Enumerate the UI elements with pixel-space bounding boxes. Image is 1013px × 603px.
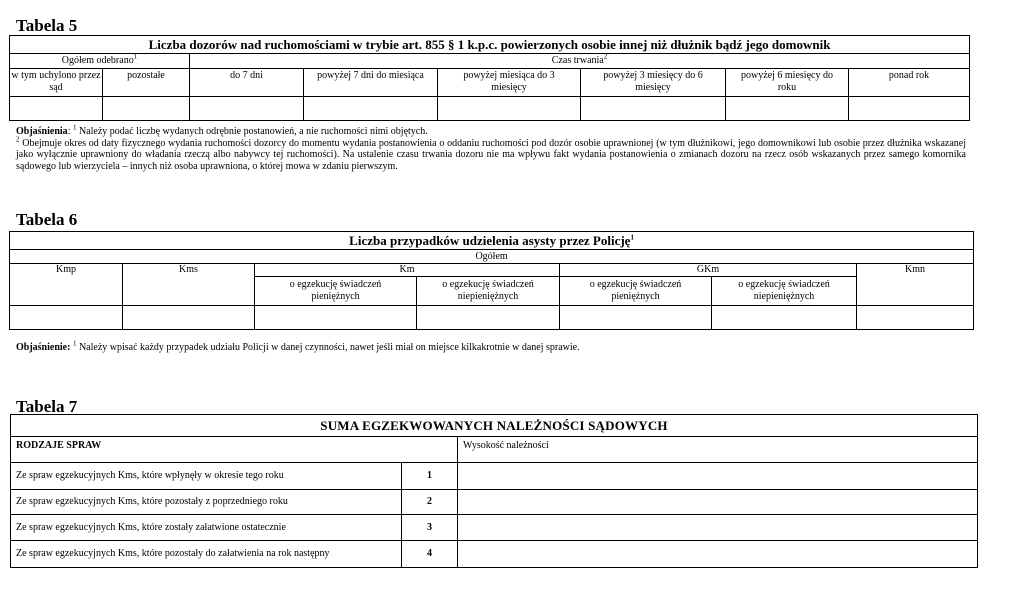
table5-subheader: w tym uchylono przez sąd xyxy=(10,69,103,97)
table5 xyxy=(9,35,970,121)
table5-subheader: powyżej miesiąca do 3 miesięcy xyxy=(438,69,581,97)
table5-subheader: powyżej 7 dni do miesiąca xyxy=(304,69,438,97)
table7-row-number: 4 xyxy=(402,541,458,568)
table5-input-cell[interactable] xyxy=(726,97,849,121)
table6-col-gkm: GKm xyxy=(560,264,857,277)
table7-col-type: RODZAJE SPRAW xyxy=(11,437,458,463)
table6-col-km: Km xyxy=(255,264,560,277)
table6-col-kms: Kms xyxy=(123,264,255,306)
table6-sub-monetary: o egzekucję świadczeń pieniężnych xyxy=(255,277,417,306)
table6-total: Ogółem xyxy=(10,250,974,264)
table5-subheader: pozostałe xyxy=(103,69,190,97)
table7-row-label: Ze spraw egzekucyjnych Kms, które wpłynęły w okresie tego roku xyxy=(11,463,402,490)
table7-row-number: 3 xyxy=(402,515,458,541)
table5-subheader: ponad rok xyxy=(849,69,970,97)
table5-input-cell[interactable] xyxy=(10,97,103,121)
table7-amount-cell[interactable] xyxy=(458,463,978,490)
table6-input-cell[interactable] xyxy=(560,306,712,330)
table6-heading: Tabela 6 xyxy=(16,210,78,229)
table7-row-label: Ze spraw egzekucyjnych Kms, które pozostały do załatwienia na rok następny xyxy=(11,541,402,568)
table6-title: Liczba przypadków udzielenia asysty przez Policję$^1$ xyxy=(10,232,974,250)
table6-sub-monetary: o egzekucję świadczeń pieniężnych xyxy=(560,277,712,306)
table7-row-label: Ze spraw egzekucyjnych Kms, które zostały załatwione ostatecznie xyxy=(11,515,402,541)
table7-row-number: 1 xyxy=(402,463,458,490)
table7-col-amount: Wysokość należności xyxy=(458,437,978,463)
table7-row-label: Ze spraw egzekucyjnych Kms, które pozostały z poprzedniego roku xyxy=(11,490,402,515)
table5-input-cell[interactable] xyxy=(581,97,726,121)
table6-sub-nonmonetary: o egzekucję świadczeń niepieniężnych xyxy=(712,277,857,306)
table6-input-cell[interactable] xyxy=(712,306,857,330)
table5-input-cell[interactable] xyxy=(849,97,970,121)
table7-amount-cell[interactable] xyxy=(458,541,978,568)
table6-col-kmp: Kmp xyxy=(10,264,123,306)
table5-input-cell[interactable] xyxy=(438,97,581,121)
table5-heading: Tabela 5 xyxy=(16,16,78,35)
table5-note-1: Objaśnienia: $^1$ Należy podać liczbę wydanych odrębnie postanowień, a nie ruchomości nimi objętych. xyxy=(16,123,428,137)
table5-input-cell[interactable] xyxy=(103,97,190,121)
table6-input-cell[interactable] xyxy=(255,306,417,330)
table6-note: Objaśnienie: $^1$ Należy wpisać każdy przypadek udziału Policji w danej czynności, nawet jeśli miał on miejsce kilkakrotnie w danej sprawie. xyxy=(16,339,580,353)
table6-input-cell[interactable] xyxy=(10,306,123,330)
table6-col-kmn: Kmn xyxy=(857,264,974,306)
table7-heading: Tabela 7 xyxy=(16,397,78,416)
table7-amount-cell[interactable] xyxy=(458,515,978,541)
table6-sub-nonmonetary: o egzekucję świadczeń niepieniężnych xyxy=(417,277,560,306)
table7-title: SUMA EGZEKWOWANYCH NALEŻNOŚCI SĄDOWYCH xyxy=(11,415,978,437)
table5-col-total: Ogółem odebrano$^1$ xyxy=(10,54,190,69)
table6-input-cell[interactable] xyxy=(417,306,560,330)
table5-col-duration: Czas trwania$^2$ xyxy=(190,54,970,69)
table6-input-cell[interactable] xyxy=(123,306,255,330)
table7-row-number: 2 xyxy=(402,490,458,515)
table5-note-2: $^2$ Obejmuje okres od daty fizycznego wydania ruchomości dozorcy do momentu wydania postanowienia o oddaniu ruchomości pod dozór osobie uprawnionej (w tym dłużnikowi, jego domownikowi lub osobie przez dłużnika wskazanej jako wyłącznie uprawniony do władania rzeczą albo nabywcy tej ruchomości). Na ustalenie czasu trwania dozoru nie ma wpływu fakt wydania postanowienia o zmianach dozoru na rzecz osób wskazanych przez samego komornika sądowego lub wierzyciela – innych niż osoba uprawniona, o której mowa w zdaniu pierwszym. xyxy=(16,135,966,172)
table7 xyxy=(10,414,978,568)
table5-subheader: powyżej 6 miesięcy do roku xyxy=(726,69,849,97)
table5-input-cell[interactable] xyxy=(304,97,438,121)
table7-amount-cell[interactable] xyxy=(458,490,978,515)
table5-subheader: do 7 dni xyxy=(190,69,304,97)
table5-input-cell[interactable] xyxy=(190,97,304,121)
table5-subheader: powyżej 3 miesięcy do 6 miesięcy xyxy=(581,69,726,97)
table5-notes xyxy=(16,123,966,172)
table6 xyxy=(9,231,974,330)
table5-title: Liczba dozorów nad ruchomościami w trybie art. 855 § 1 k.p.c. powierzonych osobie innej niż dłużnik bądź jego domownik xyxy=(10,36,970,54)
table6-input-cell[interactable] xyxy=(857,306,974,330)
